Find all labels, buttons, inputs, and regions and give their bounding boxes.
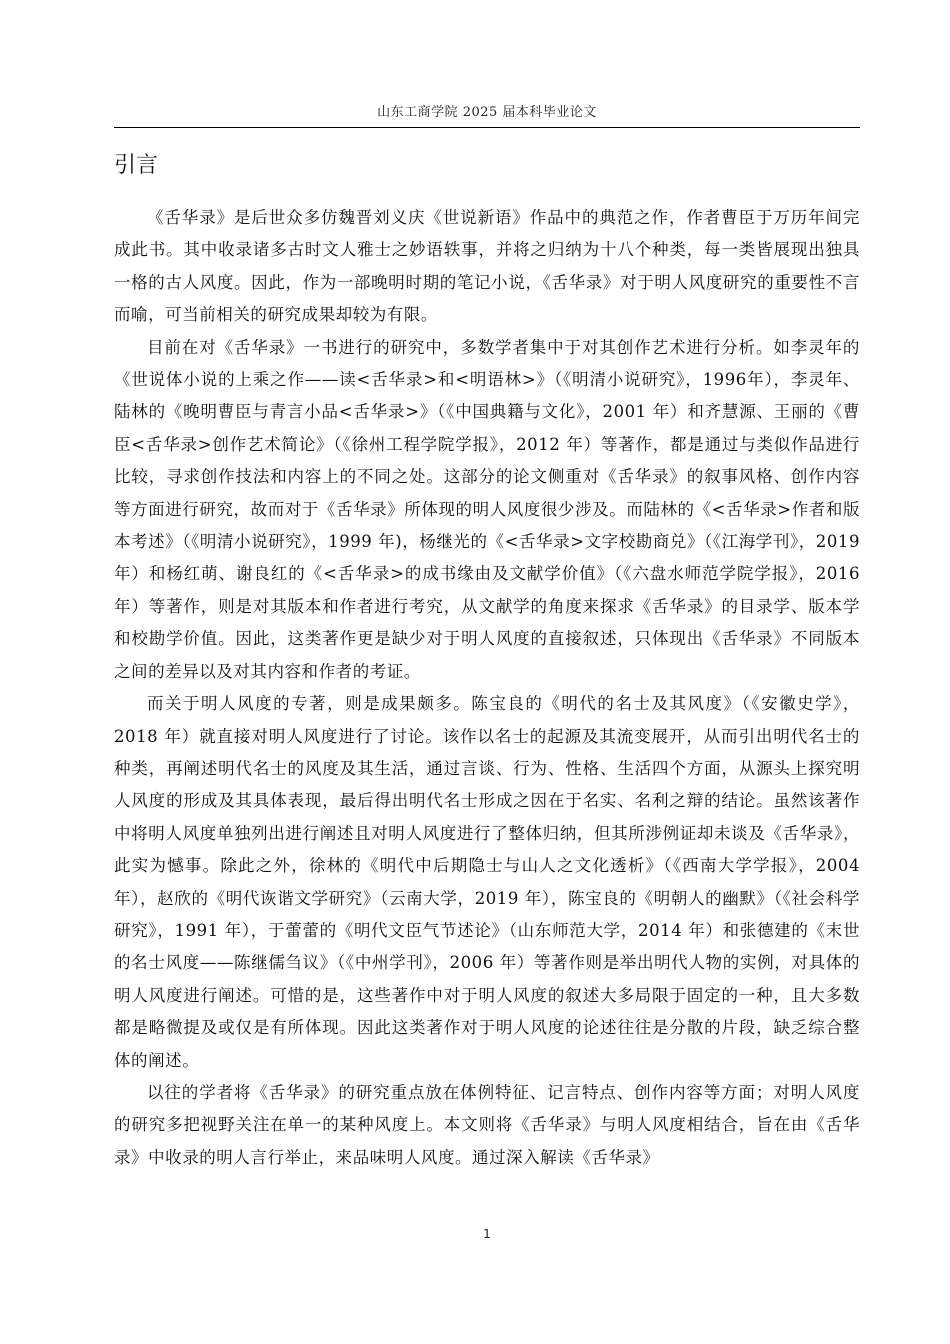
paragraph-1: 《舌华录》是后世众多仿魏晋刘义庆《世说新语》作品中的典范之作，作者曹臣于万历年间完成此书。其中收录诸多古时文人雅士之妙语轶事，并将之归纳为十八个种类，每一类皆展现出独具一格的古人风度。因此，作为一部晚明时期的笔记小说，《舌华录》对于明人风度研究的重要性不言而喻，可当前相关的研究成果却较为有限。 bbox=[114, 208, 860, 325]
paragraph-4: 以往的学者将《舌华录》的研究重点放在体例特征、记言特点、创作内容等方面；对明人风度的研究多把视野关注在单一的某种风度上。本文则将《舌华录》与明人风度相结合，旨在由《舌华录》中收录的明人言行举止，来品味明人风度。通过深入解读《舌华录》 bbox=[114, 1082, 860, 1167]
section-title: 引言 bbox=[114, 153, 159, 178]
paragraph-2: 目前在对《舌华录》一书进行的研究中，多数学者集中于对其创作艺术进行分析。如李灵年的《世说体小说的上乘之作——读<舌华录>和<明语林>》（《明清小说研究》，1996年），李灵年、陆林的《晚明曹臣与青言小品<舌华录>》（《中国典籍与文化》，2001 年）和齐慧源、王丽的《曹臣<舌华录>创作艺术简论》（《徐州工程学院学报》，2012 年）等著作，都是通过与类似作品进行比较，寻求创作技法和内容上的不同之处。这部分的论文侧重对《舌华录》的叙事风格、创作内容等方面进行研究，故而对于《舌华录》所体现的明人风度很少涉及。而陆林的《<舌华录>作者和版本考述》（《明清小说研究》，1999 年)，杨继光的《<舌华录>文字校勘商兑》（《江海学刊》，2019 年）和杨红萌、谢良红的《<舌华录>的成书缘由及文献学价值》（《六盘水师范学院学报》，2016 年）等著作，则是对其版本和作者进行考究，从文献学的角度来探求《舌华录》的目录学、版本学和校勘学价值。因此，这类著作更是缺少对于明人风度的直接叙述，只体现出《舌华录》不同版本之间的差异以及对其内容和作者的考证。 bbox=[114, 337, 860, 681]
paragraph-3: 而关于明人风度的专著，则是成果颇多。陈宝良的《明代的名士及其风度》（《安徽史学》，2018 年）就直接对明人风度进行了讨论。该作以名士的起源及其流变展开，从而引出明代名士的种类，再阐述明代名士的风度及其生活，通过言谈、行为、性格、生活四个方面，从源头上探究明人风度的形成及其具体表现，最后得出明代名士形成之因在于名实、名利之辩的结论。虽然该著作中将明人风度单独列出进行阐述且对明人风度进行了整体归纳，但其所涉例证却未谈及《舌华录》，此实为憾事。除此之外，徐林的《明代中后期隐士与山人之文化透析》（《西南大学学报》，2004 年），赵欣的《明代诙谐文学研究》（云南大学，2019 年），陈宝良的《明朝人的幽默》（《社会科学研究》，1991 年），于蕾蕾的《明代文臣气节述论》（山东师范大学，2014 年）和张德建的《末世的名士风度——陈继儒刍议》（《中州学刊》，2006 年）等著作则是举出明代人物的实例，对具体的明人风度进行阐述。可惜的是，这些著作中对于明人风度的叙述大多局限于固定的一种，且大多数都是略微提及或仅是有所体现。因此这类著作对于明人风度的论述往往是分散的片段，缺乏综合整体的阐述。 bbox=[114, 694, 860, 1070]
body-text bbox=[114, 202, 860, 1174]
page-number: 1 bbox=[483, 1227, 491, 1241]
running-header: 山东工商学院 2025 届本科毕业论文 bbox=[377, 105, 597, 120]
header-rule bbox=[114, 127, 860, 128]
